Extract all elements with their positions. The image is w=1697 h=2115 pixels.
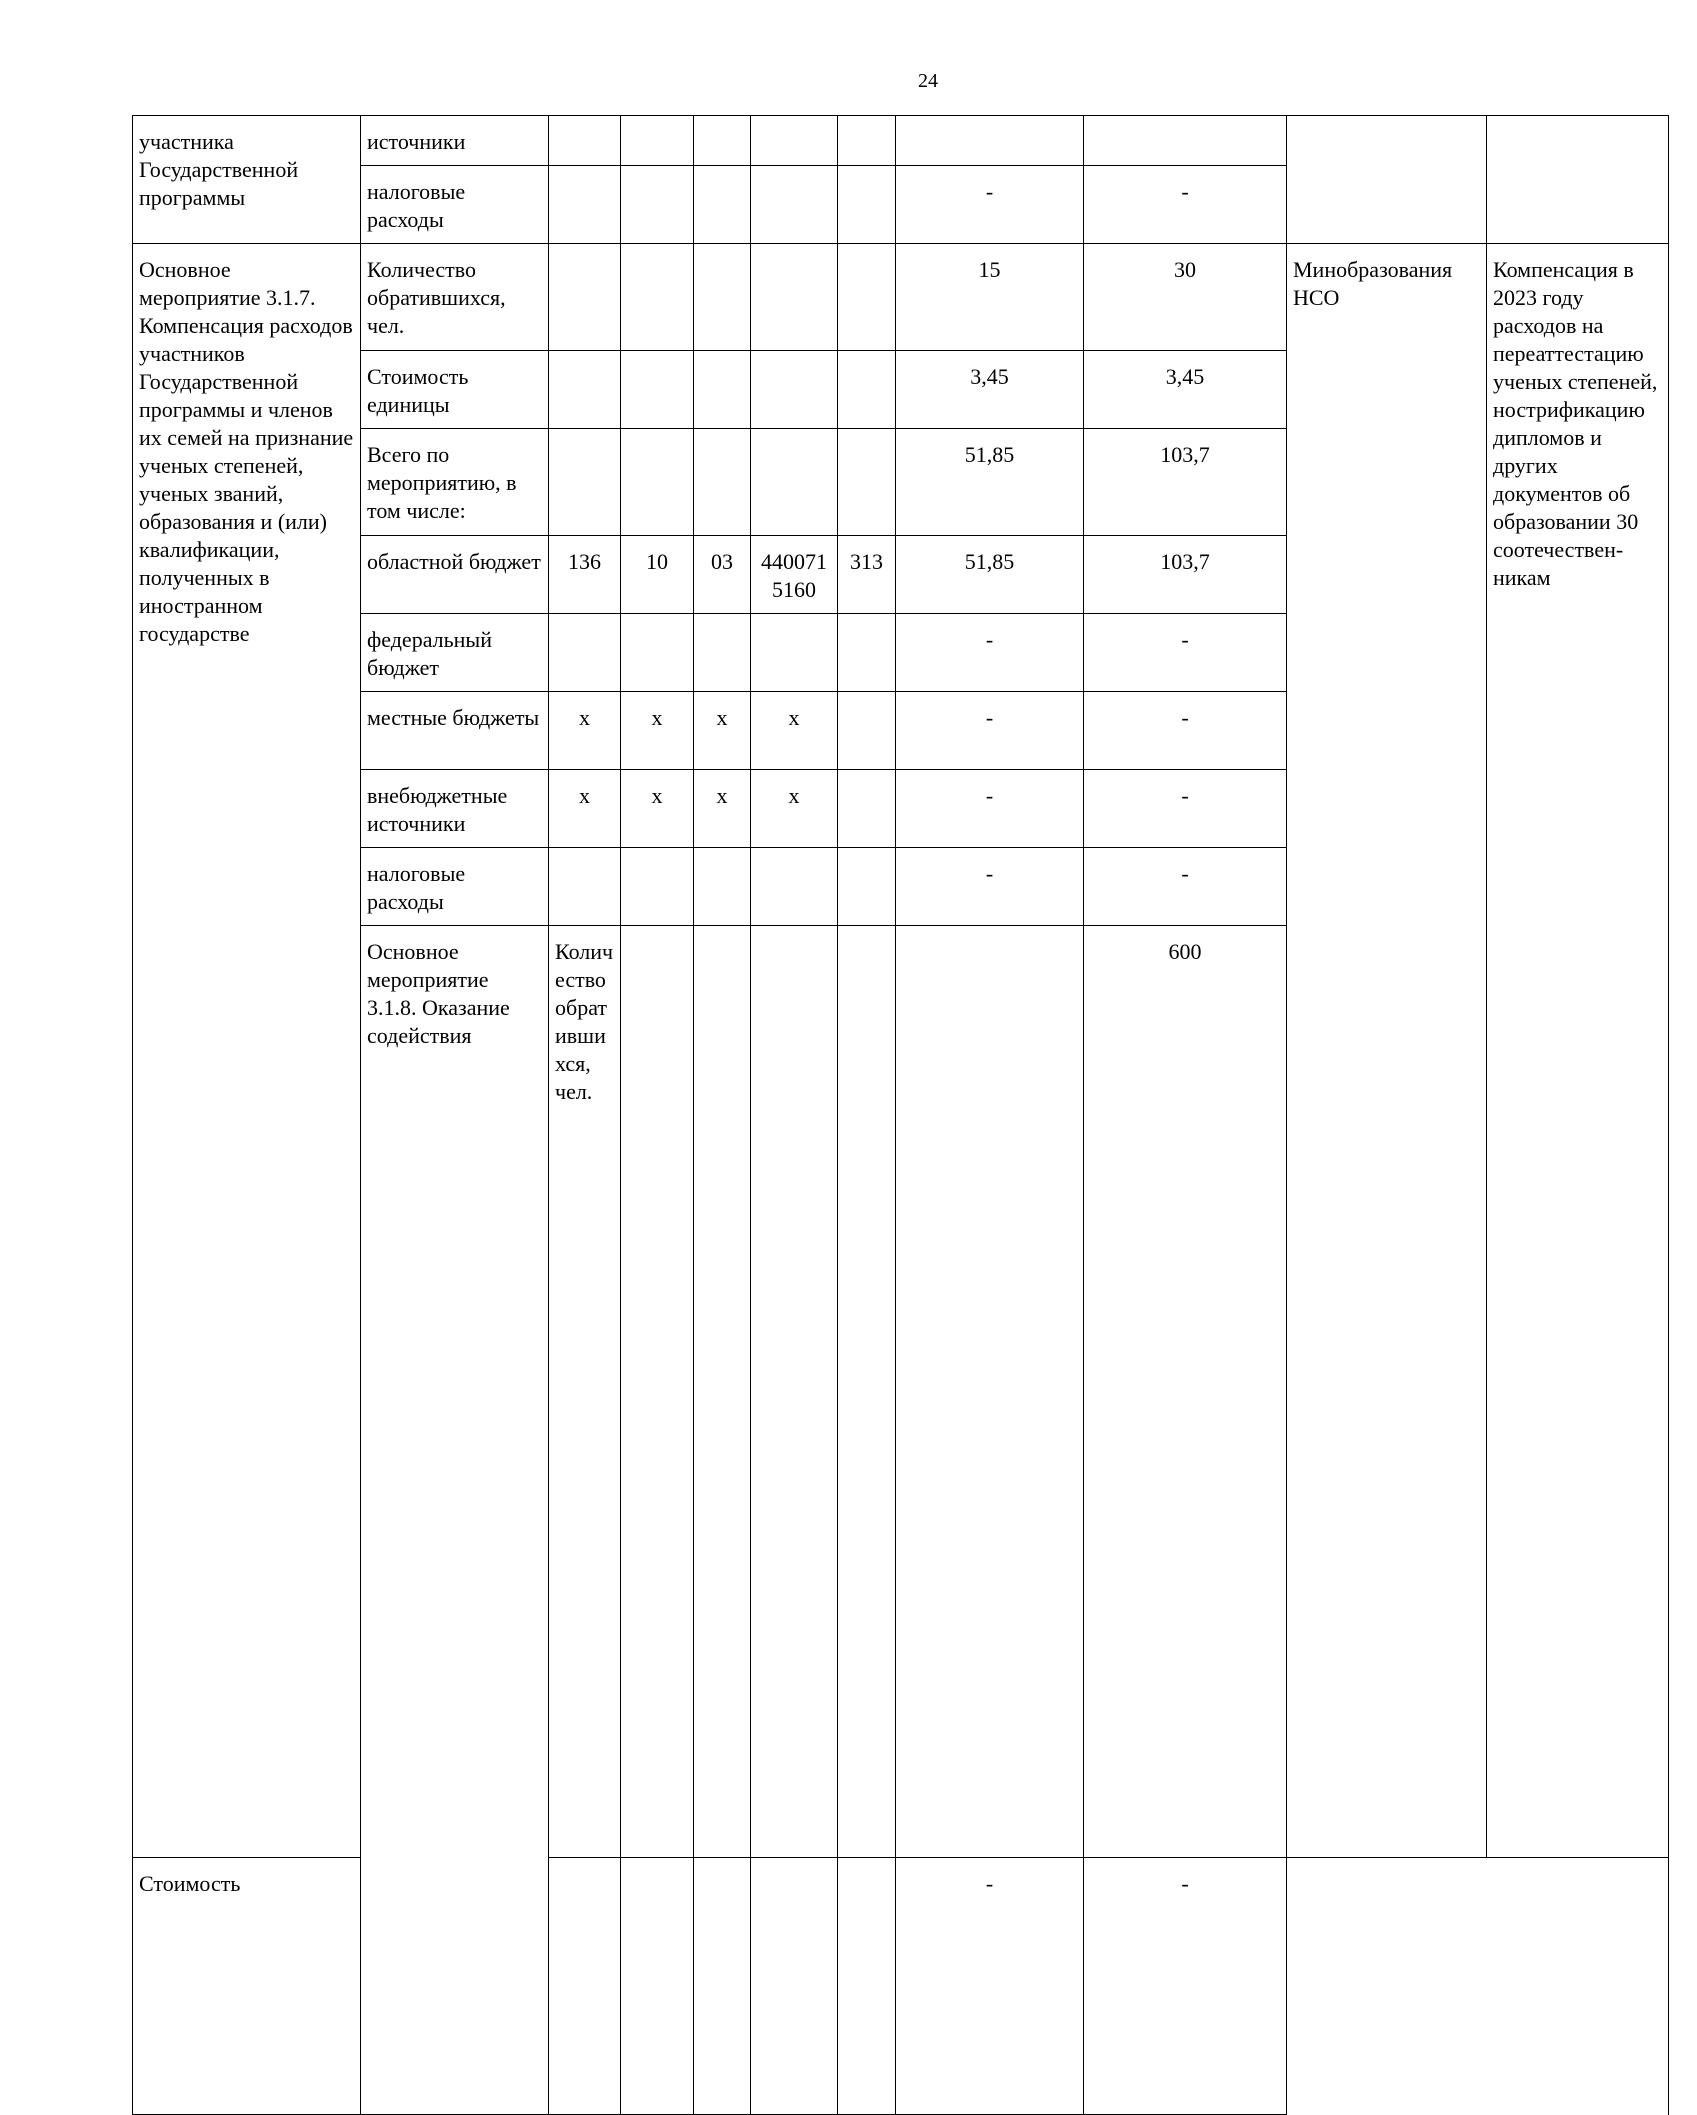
value-2023: - xyxy=(1084,848,1287,926)
csr-code: x xyxy=(751,770,838,848)
pr-code: x xyxy=(694,770,751,848)
indicator-label: местные бюджеты xyxy=(361,692,549,770)
value-2022: 51,85 xyxy=(896,429,1084,536)
csr-code: x xyxy=(751,692,838,770)
value-2023: - xyxy=(1084,1857,1287,2114)
indicator-label: Всего по мероприятию, в том числе: xyxy=(361,429,549,536)
value-2022: 15 xyxy=(896,244,1084,351)
rz-code: 10 xyxy=(621,536,694,614)
value-2023: 3,45 xyxy=(1084,351,1287,429)
table-row xyxy=(133,116,1669,166)
value-2023: - xyxy=(1084,166,1287,244)
activity-name-cell: Основное мероприятие 3.1.8. Оказание содействия xyxy=(361,926,549,2115)
value-2022: 3,45 xyxy=(896,351,1084,429)
indicator-label: областной бюджет xyxy=(361,536,549,614)
result-cell xyxy=(1487,116,1669,244)
indicator-label: Количество обратившихся, чел. xyxy=(361,244,549,351)
rz-code: x xyxy=(621,770,694,848)
value-2022: - xyxy=(896,1857,1084,2114)
indicator-label: Количество обратившихся, чел. xyxy=(549,926,621,1858)
grbs-code: x xyxy=(549,770,621,848)
indicator-label: Стоимость единицы xyxy=(361,351,549,429)
pr-code: 03 xyxy=(694,536,751,614)
result-cell: Компенсация в 2023 году расходов на переаттестацию ученых степеней, нострификацию дипломов и других документов об образовании 30 соотечествен-никам xyxy=(1487,244,1669,1858)
value-2022: 600 xyxy=(1084,926,1287,1858)
value-2023: - xyxy=(1084,770,1287,848)
table-row xyxy=(133,244,1669,351)
value-2023: - xyxy=(1084,692,1287,770)
rz-code: x xyxy=(621,692,694,770)
page-number: 24 xyxy=(918,70,938,92)
executor-cell xyxy=(1287,116,1487,244)
indicator-label: налоговые расходы xyxy=(361,848,549,926)
value-2022: 51,85 xyxy=(896,536,1084,614)
program-table xyxy=(132,115,1669,2115)
value-2022: - xyxy=(896,166,1084,244)
value-2022: - xyxy=(896,770,1084,848)
value-2023: 30 xyxy=(1084,244,1287,351)
value-2022: - xyxy=(896,614,1084,692)
executor-cell: Минобразования НСО xyxy=(1287,244,1487,1858)
indicator-label: налоговые расходы xyxy=(361,166,549,244)
vr-code: 313 xyxy=(838,536,896,614)
value-2022: - xyxy=(896,692,1084,770)
grbs-code: x xyxy=(549,692,621,770)
activity-name-cell: участника Государственной программы xyxy=(133,116,361,244)
csr-code: 4400715160 xyxy=(751,536,838,614)
value-2023: - xyxy=(1084,614,1287,692)
indicator-label: источники xyxy=(361,116,549,166)
grbs-code: 136 xyxy=(549,536,621,614)
indicator-label: внебюджетные источники xyxy=(361,770,549,848)
value-2022: - xyxy=(896,848,1084,926)
indicator-label: Стоимость xyxy=(133,1857,361,2114)
activity-name-cell: Основное мероприятие 3.1.7. Компенсация расходов участников Государственной программы и членов их семей на признание ученых степеней, ученых званий, образования и (или) квалификации, полученных в иностранном государстве xyxy=(133,244,361,1858)
indicator-label: федеральный бюджет xyxy=(361,614,549,692)
pr-code: x xyxy=(694,692,751,770)
value-2023: 103,7 xyxy=(1084,429,1287,536)
value-2023: 103,7 xyxy=(1084,536,1287,614)
